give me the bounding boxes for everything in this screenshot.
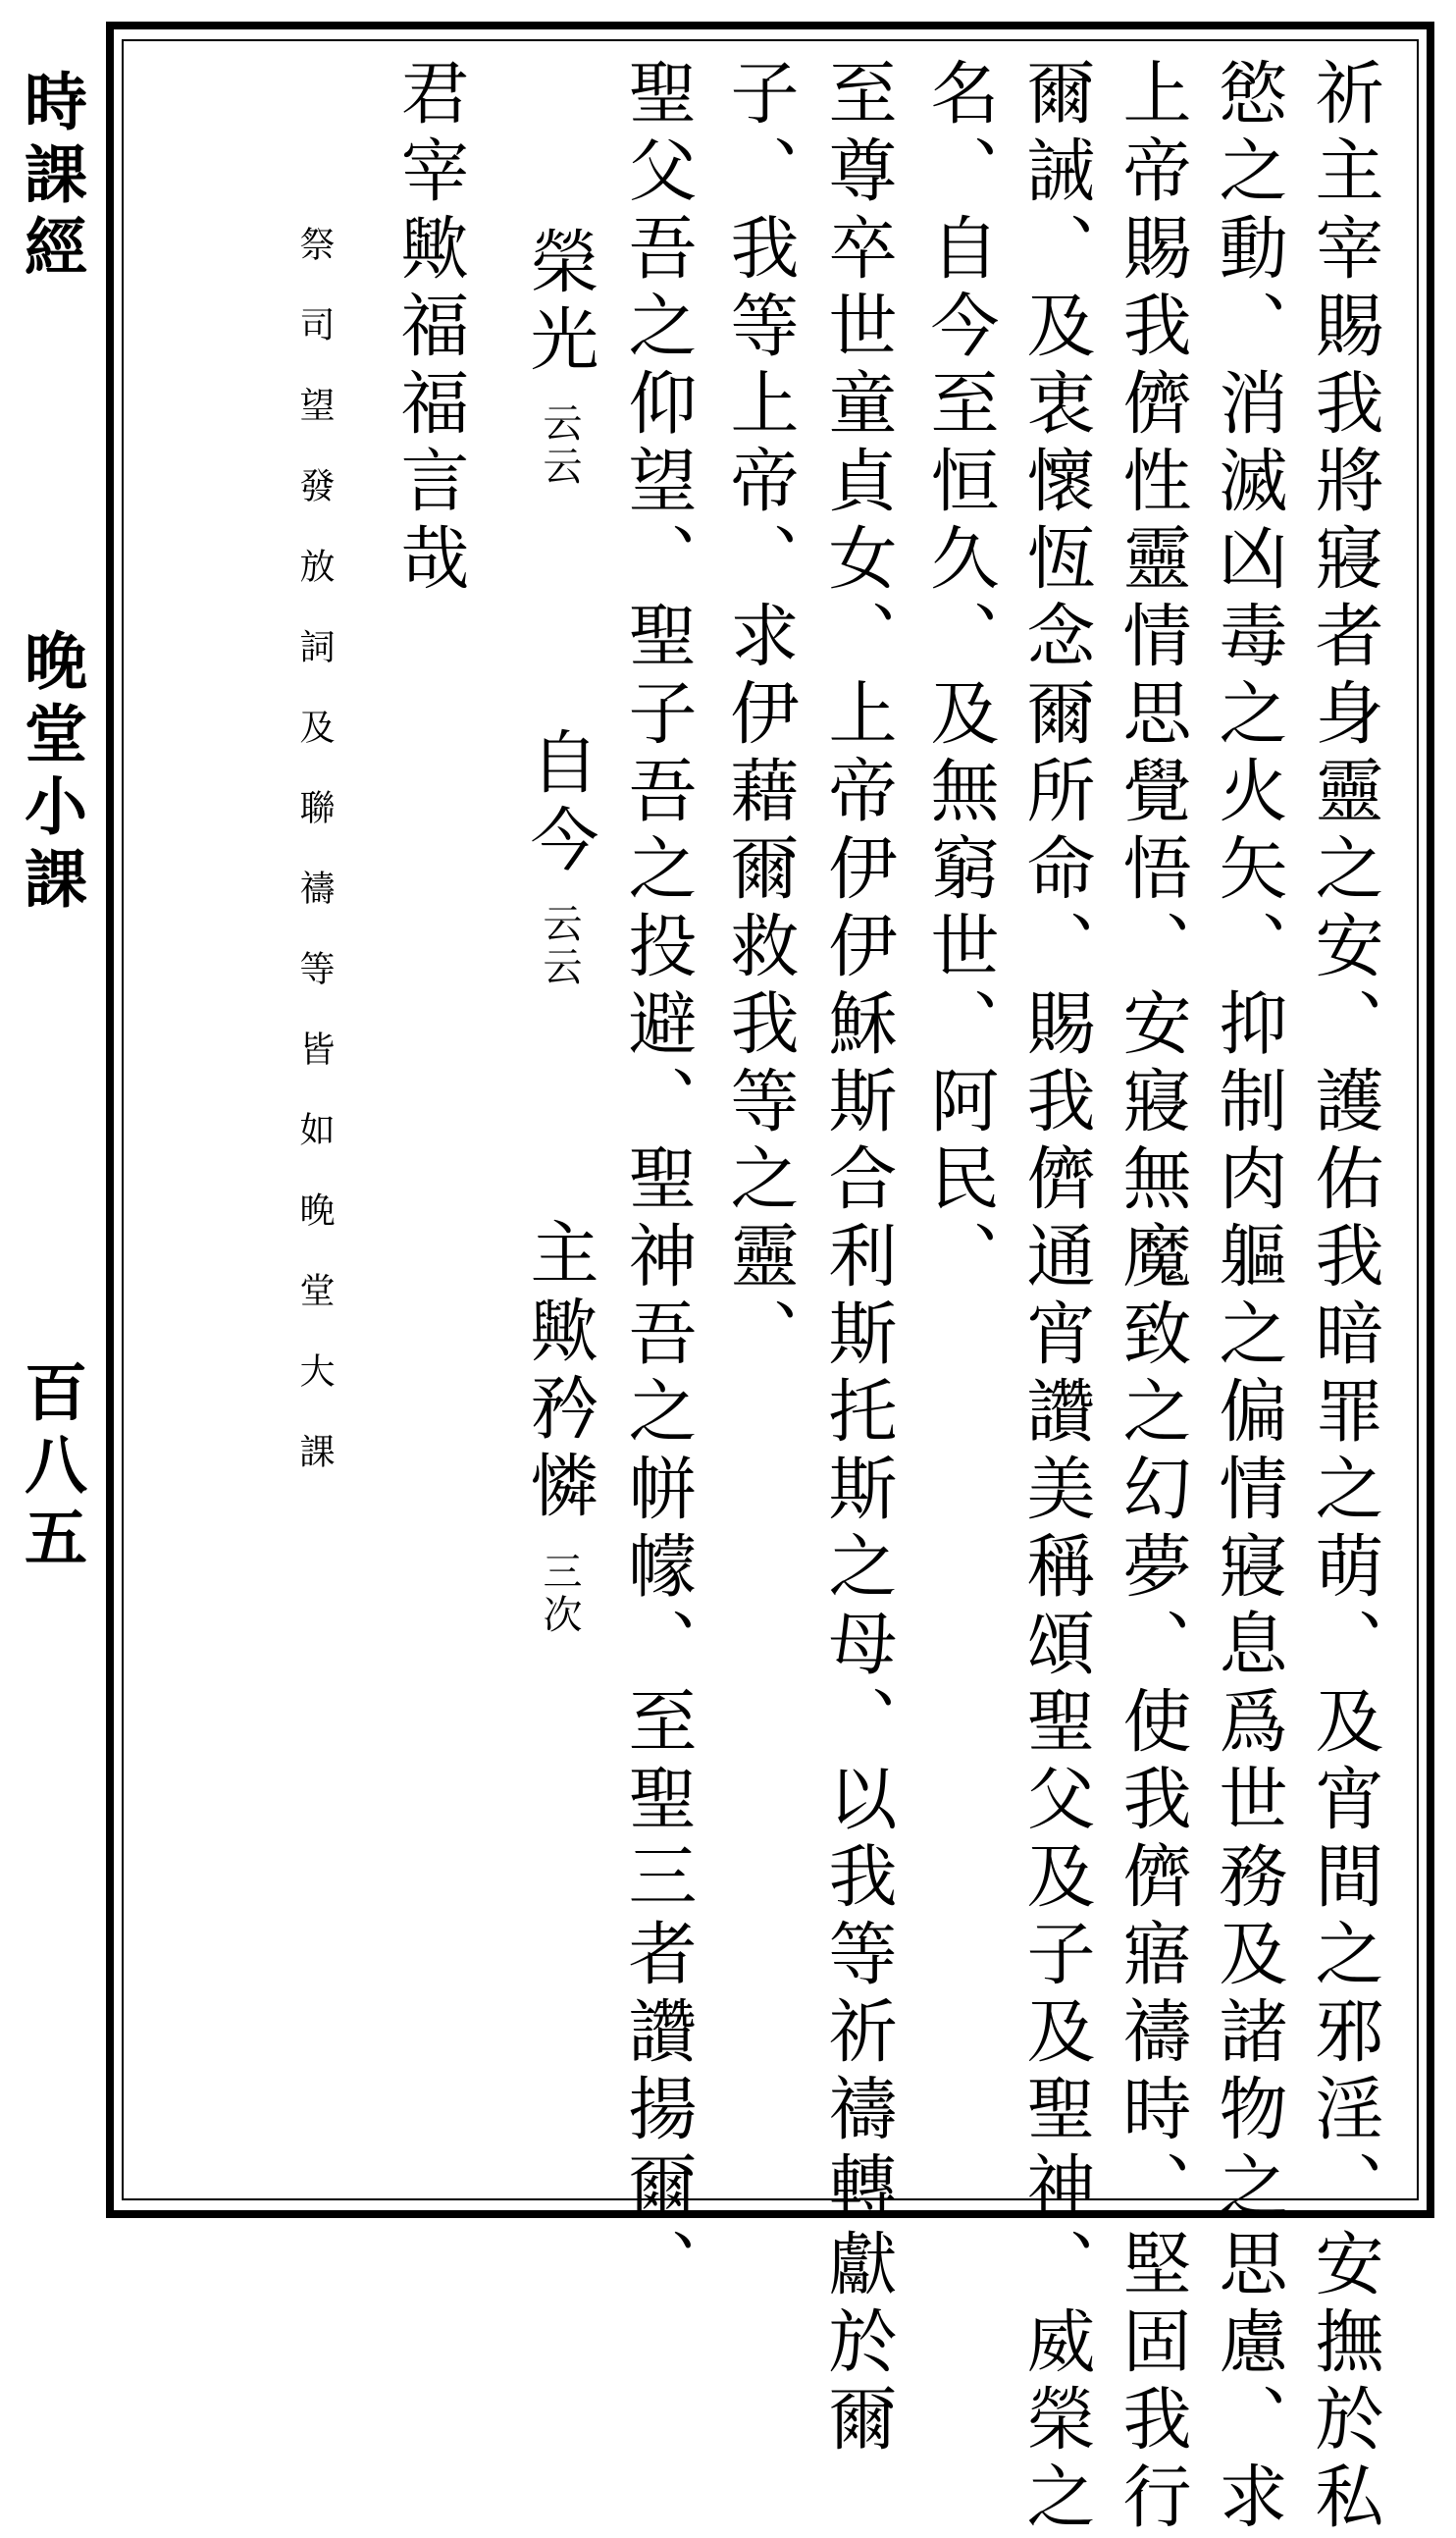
margin-page-number: 百八五 [14,1359,87,1577]
text-column-9-glory: 榮光 [519,226,599,381]
margin-book-title: 時課經 [14,69,87,287]
text-column-10: 君宰歟福福言哉 [390,57,470,600]
text-column-2: 慾之動、消滅凶毒之火矢、抑制肉軀之偏情寢息爲世務及諸物之思慮、求 [1208,57,1288,2538]
text-column-4: 爾誡、及衷懷恆念爾所命、賜我儕通宵讚美稱頌聖父及子及聖神、威榮之 [1015,57,1096,2538]
text-column-6: 至尊卒世童貞女、上帝伊伊穌斯合利斯托斯之母、以我等祈禱轉獻於爾 [817,57,898,2460]
text-column-5: 名、自今至恒久、及無窮世、阿民、 [919,57,1000,1297]
text-column-9-from-now: 自今 [519,726,599,881]
text-column-1: 祈主宰賜我將寢者身靈之安、護佑我暗罪之萌、及宵間之邪淫、安撫於私 [1304,57,1384,2538]
text-column-11-rubric: 祭司望發放詞及聯禱等皆如晚堂大課 [294,226,335,1513]
margin-section-title: 晚堂小課 [14,628,87,919]
text-column-9-glory-note: 云云 [537,402,582,489]
text-column-9-from-now-note: 云云 [537,903,582,989]
text-column-3: 上帝賜我儕性靈情思覺悟、安寢無魔致之幻夢、使我儕寤禱時、堅固我行 [1112,57,1192,2538]
text-column-7: 子、我等上帝、求伊藉爾救我等之靈、 [719,57,800,1375]
text-column-9-lord-have-mercy: 主歟矜憐 [519,1217,599,1527]
text-column-9-three-times: 三次 [537,1551,582,1637]
text-column-8: 聖父吾之仰望、聖子吾之投避、聖神吾之帡幪、至聖三者讚揚爾、 [617,57,698,2305]
